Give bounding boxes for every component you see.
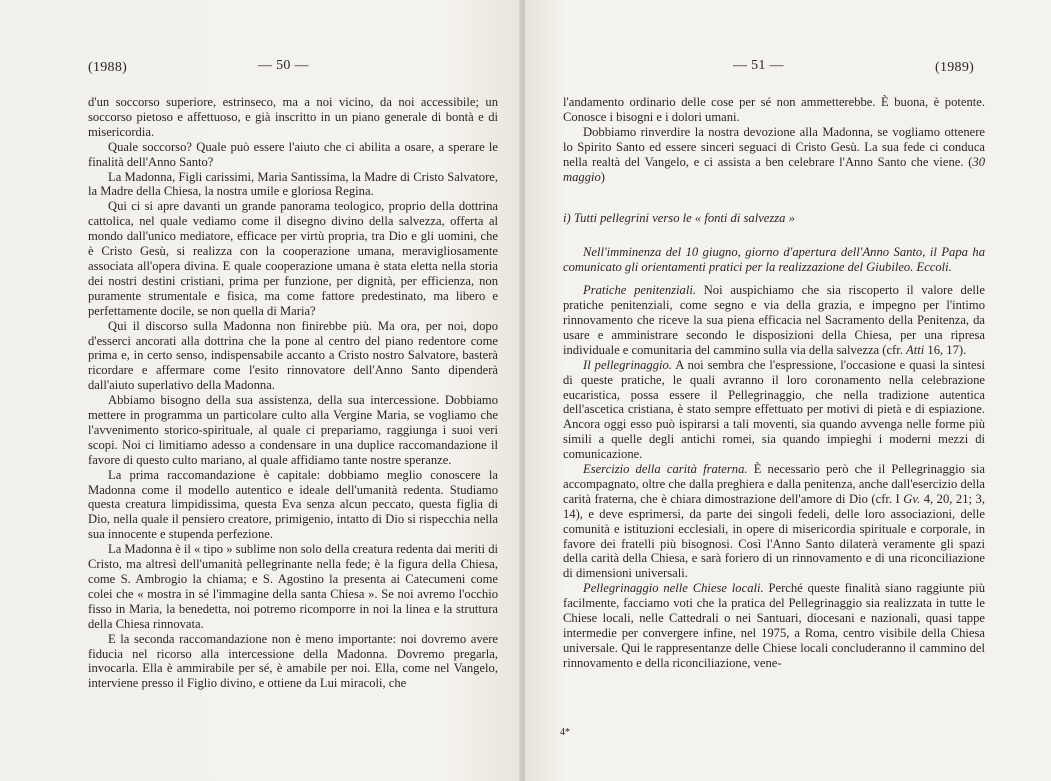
paragraph: La Madonna è il « tipo » sublime non solo della creatura redenta dai meriti di Cristo, ma altresì dell'umanità pellegrinante nella fede; è la figura della Chiesa, come S. Ambrogio la chiama; e S. Agostino la presenta ai Catecumeni come colei che « mostra in sé l'immagine della santa Chiesa ». Se noi avremo l'occhio fisso in Maria, la benedetta, noi potremo ricomporre in noi la linea e la struttura della Chiesa rinnovata. (88, 542, 498, 631)
paragraph (563, 283, 985, 358)
paragraph-text: 4, 20, 21; 3, 14), e deve esprimersi, da parte dei singoli fedeli, delle loro associazioni, delle comunità e istituzioni ecclesiali, in opere di misericordia spirituale e corporale, in favore dei fratelli più bisognosi. Così l'Anno Santo dilaterà veramente gli spazi della carità della Chiesa, e sarà foriero di un rinnovamento e di una riconciliazione di dimensioni universali. (563, 491, 985, 581)
paragraph-label: Pellegrinaggio nelle Chiese locali. (583, 581, 764, 596)
reference-text: Atti (906, 342, 925, 357)
paragraph-text: A noi sembra che l'espressione, l'occasione e quasi la sintesi di queste pratiche, le quali avranno il loro coronamento nella celebrazione eucaristica, possa essere il Pellegrinaggio, che nella tradizione autentica dell'ascetica cristiana, è stato sempre effettuato per motivi di pietà e di espiazione. Ancora oggi esso può ispirarsi a tali moventi, sia quando avvenga nelle forme più simili a quelle degli antichi romei, sia quando impieghi i moderni mezzi di comunicazione. (563, 357, 985, 462)
paragraph (563, 581, 985, 670)
left-year: (1988) (88, 60, 128, 75)
right-page (525, 0, 1051, 781)
paragraph: l'andamento ordinario delle cose per sé non ammetterebbe. È buona, è potente. Conosce i bisogni e i dolori umani. (563, 95, 985, 124)
paragraph: La Madonna, Figli carissimi, Maria Santissima, la Madre di Cristo Salvatore, la Madre della Chiesa, la nostra umile e gloriosa Regina. (88, 169, 498, 199)
paragraph-text: Noi auspichiamo che sia riscoperto il valore delle pratiche penitenziali, come segno e via della grazia, e impegno per l'intimo rinnovamento che riceve la sua piena efficacia nel Sacramento della Penitenza, da usare e amministrare secondo le disposizioni della Chiesa, per una ripresa individuale e comunitaria del cammino sulla via della salvezza (cfr. (563, 283, 985, 357)
paragraph-end: 16, 17). (924, 342, 967, 357)
paragraph: Quale soccorso? Quale può essere l'aiuto che ci abilita a osare, a sperare le finalità dell'Anno Santo? (88, 139, 498, 169)
paragraph-end: ) (600, 169, 605, 184)
paragraph: d'un soccorso superiore, estrinseco, ma a noi vicino, da noi accessibile; un soccorso pietoso e affettuoso, e già inscritto in un piano generale di bontà e di misericordia. (88, 95, 498, 139)
left-page-number: — 50 — (258, 58, 309, 73)
paragraph-label: Il pellegrinaggio. (583, 357, 672, 372)
paragraph (563, 462, 985, 581)
right-year: (1989) (935, 60, 975, 75)
paragraph-label: Pratiche penitenziali. (583, 283, 696, 298)
signature-mark: 4* (560, 727, 570, 738)
section-intro: Nell'imminenza del 10 giugno, giorno d'apertura dell'Anno Santo, il Papa ha comunicato gli orientamenti pratici per la realizzazione del Giubileo. Eccoli. (563, 245, 985, 275)
paragraph: Qui ci si apre davanti un grande panorama teologico, proprio della dottrina cattolica, nel quale vediamo come il disegno divino della salvezza, offerta al mondo dall'unico mediatore, efficace per virtù propria, tra Dio e gli uomini, che è Cristo Gesù, si realizza con la cooperazione umana, meravigliosamente associata all'opera divina. E quale cooperazione umana è stata eletta nella storia dei nostri destini cristiani, prima per funzione, per dignità, per efficienza, non puramente strumentale e fisica, ma come fattore predestinato, ma libero e perfettamente docile, se non quella di Maria? (88, 199, 498, 318)
paragraph: Abbiamo bisogno della sua assistenza, della sua intercessione. Dobbiamo mettere in programma un particolare culto alla Vergine Maria, se vogliamo che l'avvenimento storico-spirituale, al quale ci prepariamo, raggiunga i suoi veri scopi. Noi ci limitiamo adesso a condensare in una duplice raccomandazione il favore di questo culto mariano, al quale affidiamo tante nostre speranze. (88, 393, 498, 467)
paragraph (563, 125, 985, 185)
section-heading: i) Tutti pellegrini verso le « fonti di salvezza » (563, 211, 795, 226)
paragraph-text: Perché queste finalità siano raggiunte più facilmente, facciamo voti che la pratica del Pellegrinaggio sia realizzata in tutte le Chiese locali, nelle Cattedrali o nei Santuari, diocesani e nazionali, quasi tappe intermedie per convergere infine, nel 1975, a Roma, centro visibile della Chiesa universale. Qui le rappresentanze delle Chiese locali concluderanno il cammino del rinnovamento e della riconciliazione, vene- (563, 581, 985, 670)
reference-text: Gv. (903, 491, 921, 506)
paragraph: Qui il discorso sulla Madonna non finirebbe più. Ma ora, per noi, dopo d'esserci ancorati alla dottrina che la pone al centro del piano redentore come prima e, in certo senso, indispensabile accanto a Cristo nostro Salvatore, basterà ricordare e affermare come l'esito rinnovatore dell'Anno Santo dipenderà dall'aiuto superlativo della Madonna. (88, 318, 498, 393)
paragraph-text: È necessario però che il Pellegrinaggio sia accompagnato, oltre che dalla preghiera e dalla penitenza, anche dall'esercizio della carità fraterna, che è chiara dimostrazione dell'amore di Dio (cfr. I (563, 462, 986, 506)
paragraph: La prima raccomandazione è capitale: dobbiamo meglio conoscere la Madonna come il modello autentico e ideale dell'umanità redenta. Studiamo questa creatura limpidissima, questa Eva senza alcun peccato, questa figlia di Dio, nella quale il pensiero creatore, primigenio, intatto di Dio si rispecchia nella sua innocente e stupenda perfezione. (88, 467, 498, 542)
paragraph: E la seconda raccomandazione non è meno importante: noi dovremo avere fiducia nel ricorso alla intercessione della Madonna. Dovremo pregarla, invocarla. Ella è ammirabile per sé, è amabile per noi. Ella, come nel Vangelo, interviene presso il Figlio divino, e ottiene da Lui miracoli, che (88, 631, 498, 691)
date-text: 30 maggio (563, 154, 985, 184)
paragraph-label: Esercizio della carità fraterna. (583, 462, 748, 477)
left-page (0, 0, 521, 781)
left-body-text (88, 95, 498, 691)
right-body-text (563, 95, 985, 671)
right-page-number: — 51 — (733, 58, 784, 73)
paragraph-text: Dobbiamo rinverdire la nostra devozione alla Madonna, se vogliamo ottenere lo Spirito Santo ed essere sinceri seguaci di Cristo Gesù. La sua fede ci conduca nella realtà del Vangelo, e ci assista a ben celebrare l'Anno Santo che viene. ( (563, 124, 985, 169)
paragraph (563, 358, 985, 462)
